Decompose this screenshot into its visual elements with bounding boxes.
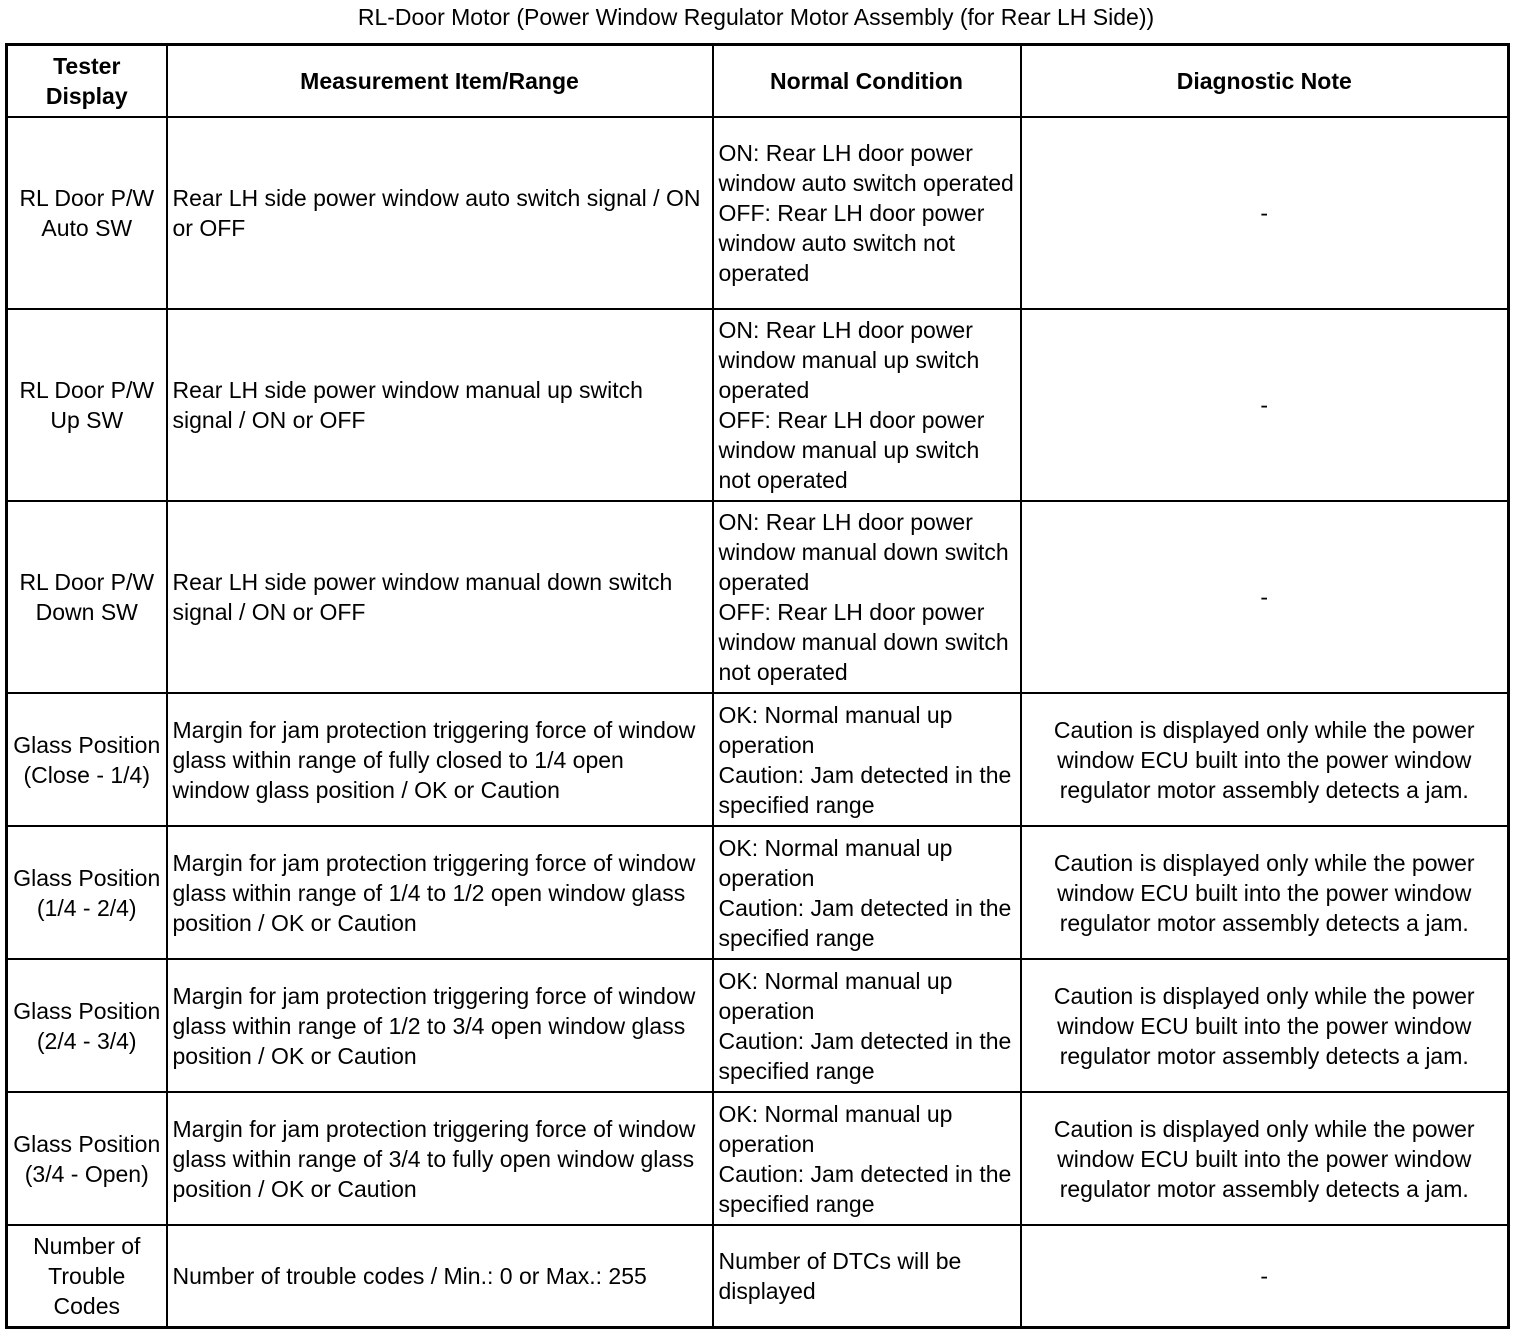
header-tester-display: Tester Display [7, 45, 167, 118]
cell-normal-condition [713, 501, 1021, 693]
cell-normal-condition [713, 959, 1021, 1092]
cell-tester-display: RL Door P/W Auto SW [7, 117, 167, 309]
cell-diagnostic-note: Caution is displayed only while the power window ECU built into the power window regulator motor assembly detects a jam. [1021, 959, 1509, 1092]
cell-tester-display: Glass Position (3/4 - Open) [7, 1092, 167, 1225]
cell-normal-condition [713, 1225, 1021, 1328]
cell-diagnostic-note: - [1021, 1225, 1509, 1328]
data-list-table [5, 43, 1510, 1329]
table-header-row [7, 45, 1509, 118]
condition-line: Caution: Jam detected in the specified range [718, 894, 1012, 951]
cell-normal-condition [713, 693, 1021, 826]
cell-diagnostic-note: - [1021, 309, 1509, 501]
condition-line: OFF: Rear LH door power window manual down switch not operated [718, 599, 1009, 685]
cell-normal-condition [713, 117, 1021, 309]
condition-line: ON: Rear LH door power window manual down switch operated [718, 509, 1009, 595]
cell-measurement: Rear LH side power window auto switch signal / ON or OFF [167, 117, 713, 309]
header-diagnostic-note: Diagnostic Note [1021, 45, 1509, 118]
condition-line: Caution: Jam detected in the specified range [718, 761, 1012, 818]
cell-diagnostic-note: Caution is displayed only while the power window ECU built into the power window regulator motor assembly detects a jam. [1021, 1092, 1509, 1225]
condition-line: Number of DTCs will be displayed [718, 1248, 962, 1304]
cell-tester-display: Glass Position (2/4 - 3/4) [7, 959, 167, 1092]
page-title: RL-Door Motor (Power Window Regulator Motor Assembly (for Rear LH Side)) [357, 4, 1155, 30]
table-row [7, 959, 1509, 1092]
cell-tester-display: RL Door P/W Down SW [7, 501, 167, 693]
table-row [7, 826, 1509, 959]
cell-measurement: Margin for jam protection triggering force of window glass within range of 1/4 to 1/2 open window glass position / OK or Caution [167, 826, 713, 959]
condition-line: OFF: Rear LH door power window auto switch not operated [718, 200, 985, 286]
cell-measurement: Margin for jam protection triggering force of window glass within range of 1/2 to 3/4 open window glass position / OK or Caution [167, 959, 713, 1092]
cell-normal-condition [713, 826, 1021, 959]
condition-line: Caution: Jam detected in the specified range [718, 1160, 1012, 1217]
cell-diagnostic-note: Caution is displayed only while the power window ECU built into the power window regulator motor assembly detects a jam. [1021, 693, 1509, 826]
cell-diagnostic-note: - [1021, 117, 1509, 309]
condition-line: OK: Normal manual up operation [718, 701, 953, 758]
cell-normal-condition [713, 309, 1021, 501]
table-row [7, 1225, 1509, 1328]
header-normal-condition: Normal Condition [713, 45, 1021, 118]
cell-tester-display: Glass Position (Close - 1/4) [7, 693, 167, 826]
condition-line: ON: Rear LH door power window auto switch operated [718, 140, 1014, 196]
cell-measurement: Margin for jam protection triggering force of window glass within range of 3/4 to fully open window glass position / OK or Caution [167, 1092, 713, 1225]
condition-line: Caution: Jam detected in the specified range [718, 1027, 1012, 1084]
condition-line: OK: Normal manual up operation [718, 834, 953, 891]
cell-diagnostic-note: - [1021, 501, 1509, 693]
cell-tester-display: Number of Trouble Codes [7, 1225, 167, 1328]
condition-line: OK: Normal manual up operation [718, 1100, 953, 1157]
table-row [7, 117, 1509, 309]
table-row [7, 693, 1509, 826]
table-row [7, 309, 1509, 501]
cell-tester-display: Glass Position (1/4 - 2/4) [7, 826, 167, 959]
cell-measurement: Rear LH side power window manual up switch signal / ON or OFF [167, 309, 713, 501]
condition-line: OK: Normal manual up operation [718, 967, 953, 1024]
header-measurement: Measurement Item/Range [167, 45, 713, 118]
cell-measurement: Margin for jam protection triggering force of window glass within range of fully closed to 1/4 open window glass position / OK or Caution [167, 693, 713, 826]
table-row [7, 501, 1509, 693]
cell-measurement: Rear LH side power window manual down switch signal / ON or OFF [167, 501, 713, 693]
cell-measurement: Number of trouble codes / Min.: 0 or Max.: 255 [167, 1225, 713, 1328]
table-row [7, 1092, 1509, 1225]
condition-line: OFF: Rear LH door power window manual up switch not operated [718, 407, 985, 493]
cell-tester-display: RL Door P/W Up SW [7, 309, 167, 501]
condition-line: ON: Rear LH door power window manual up switch operated [718, 317, 980, 403]
cell-normal-condition [713, 1092, 1021, 1225]
cell-diagnostic-note: Caution is displayed only while the power window ECU built into the power window regulator motor assembly detects a jam. [1021, 826, 1509, 959]
